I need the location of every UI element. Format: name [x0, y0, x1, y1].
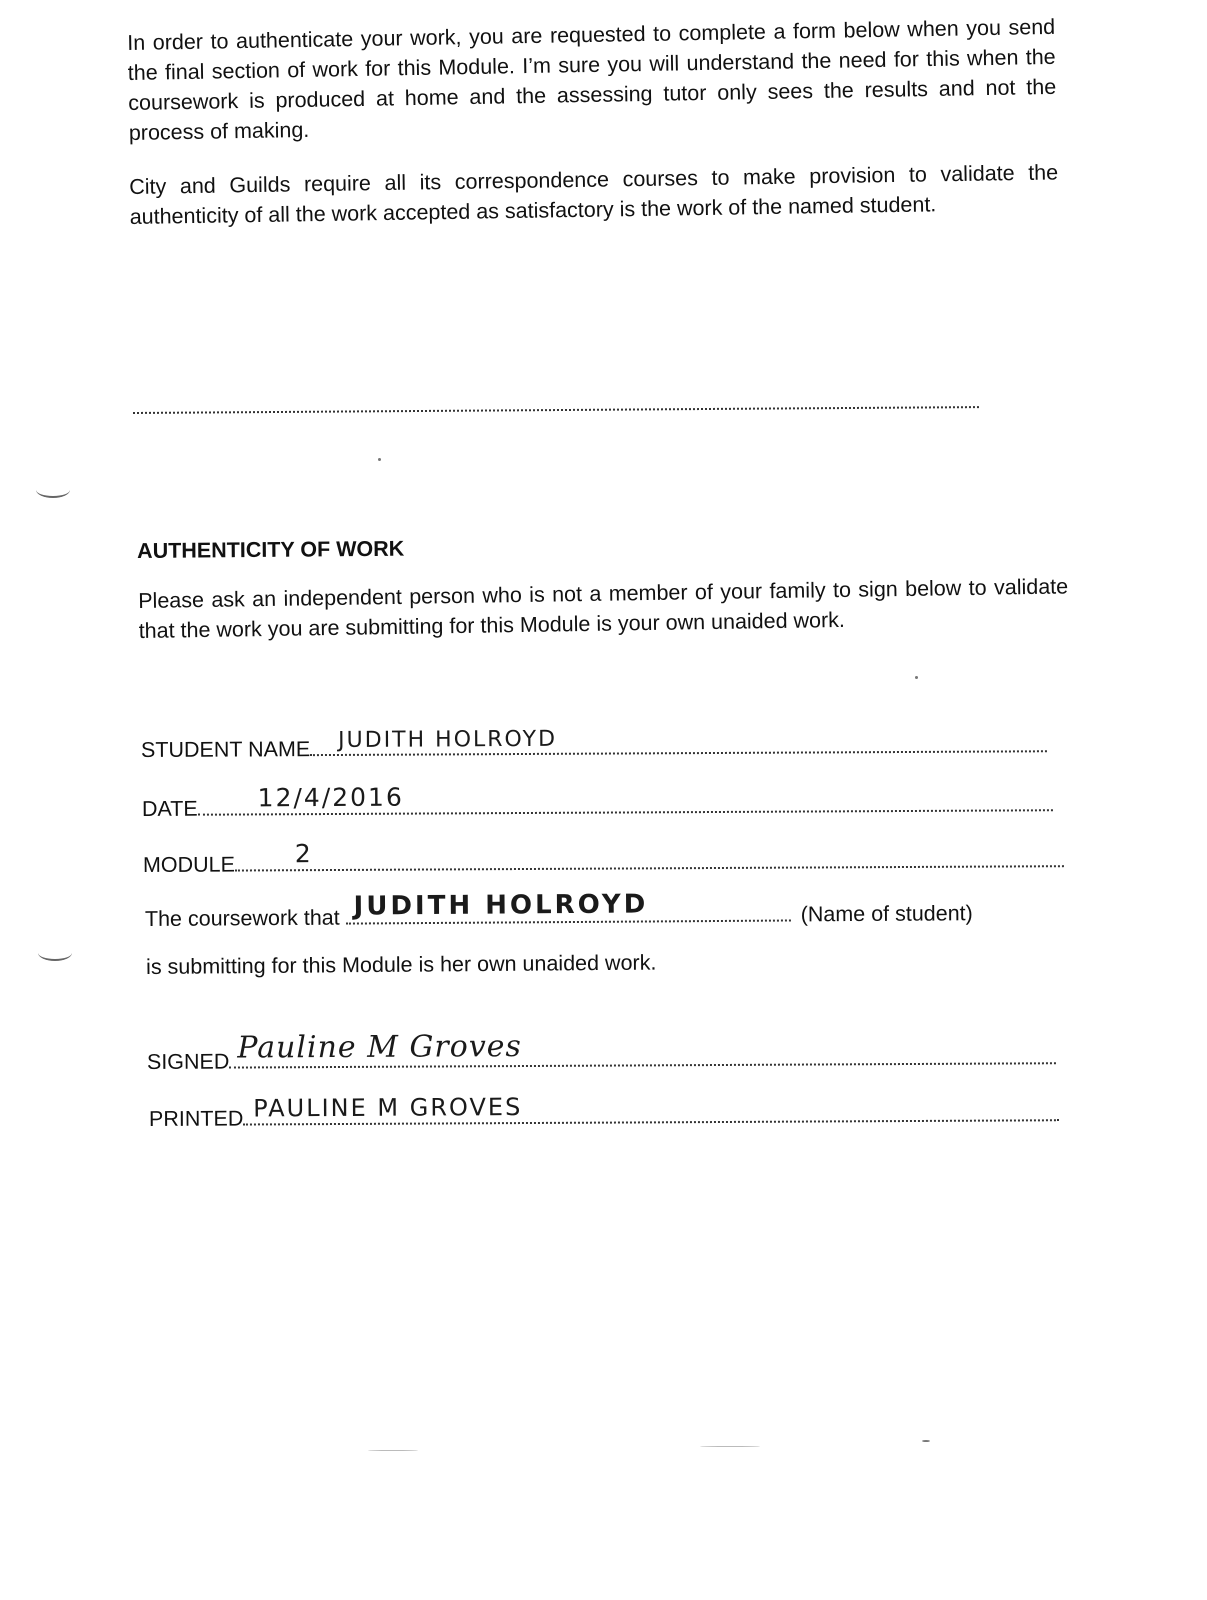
printed-line: [243, 1095, 1059, 1125]
date-value: 12/4/2016: [257, 782, 404, 813]
date-line: [198, 782, 1053, 815]
signed-line: [229, 1029, 1056, 1068]
punch-hole-mark: [36, 482, 70, 498]
date-field: [142, 782, 1053, 821]
student-name-line: [310, 726, 1047, 756]
student-name-label: STUDENT NAME: [140, 737, 311, 762]
dotted-separator-line: [133, 406, 979, 414]
coursework-prefix: The coursework that: [144, 905, 340, 931]
intro-paragraph-1: In order to authenticate your work, you are requested to complete a form below when you send the final section of work for this Module. I’m sure you will understand the need for this when the coursework is produced at home and the assessing tutor only sees the results and not the process of making.: [127, 14, 1057, 145]
coursework-suffix: (Name of student): [800, 901, 973, 927]
section-heading: AUTHENTICITY OF WORK: [137, 536, 405, 563]
scan-speck: [368, 1450, 418, 1451]
punch-hole-mark: [38, 945, 72, 961]
module-line: [235, 841, 1064, 871]
module-field: [143, 838, 1064, 877]
scan-speck: [700, 1446, 760, 1447]
coursework-line: [346, 889, 791, 924]
coursework-student-name: JUDITH HOLROYD: [353, 889, 649, 922]
date-label: DATE: [141, 796, 198, 821]
printed-field: [149, 1092, 1059, 1131]
scan-speck: [915, 676, 918, 679]
printed-label: PRINTED: [148, 1106, 244, 1131]
coursework-continuation: is submitting for this Module is her own unaided work.: [146, 950, 657, 979]
student-name-value: JUDITH HOLROYD: [338, 726, 558, 753]
signed-label: SIGNED: [146, 1049, 230, 1074]
instruction-paragraph: Please ask an independent person who is not a member of your family to sign below to validate that the work you are submitting for this Module is your own unaided work.: [138, 574, 1069, 643]
intro-paragraph-2: City and Guilds require all its correspondence courses to make provision to validate the authenticity of all the work accepted as satisfactory is the work of the named student.: [129, 160, 1059, 229]
module-value: 2: [294, 839, 313, 869]
scan-speck: [378, 458, 381, 461]
signed-field: [146, 1029, 1056, 1074]
signature: Pauline M Groves: [237, 1029, 522, 1066]
scan-speck: [922, 1440, 930, 1442]
student-name-field: [141, 723, 1047, 762]
module-label: MODULE: [142, 852, 235, 877]
printed-name-value: PAULINE M GROVES: [253, 1093, 523, 1123]
coursework-field: [145, 891, 1013, 931]
